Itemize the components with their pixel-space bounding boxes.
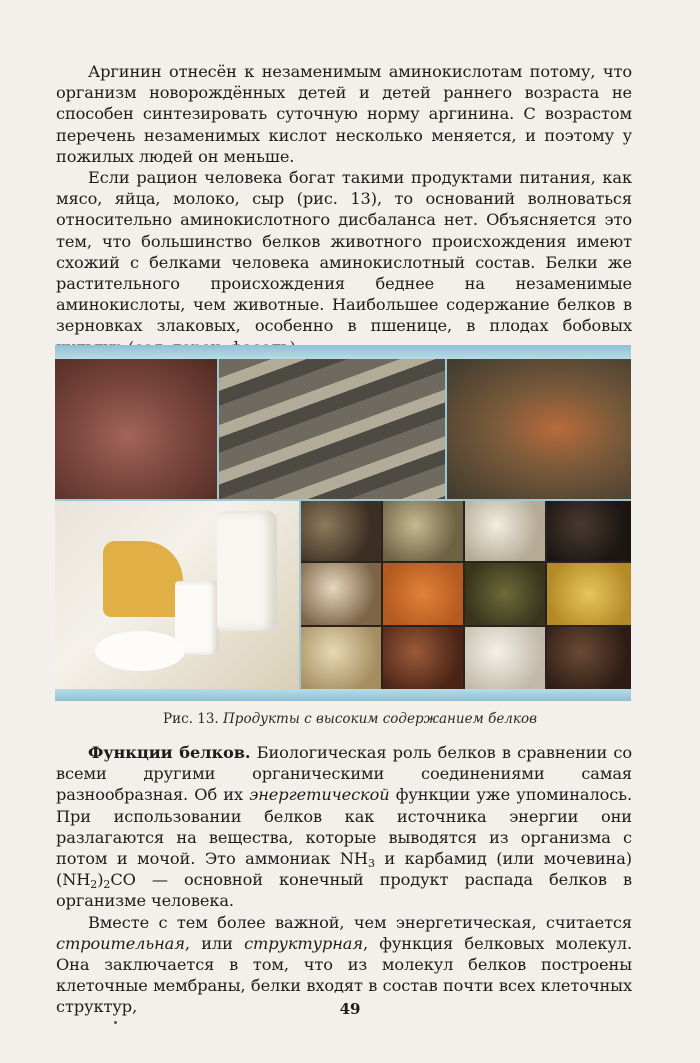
legume-cell	[465, 627, 545, 689]
text-run: , или	[184, 933, 233, 953]
figure-border-bottom	[55, 689, 631, 701]
legume-cell	[465, 563, 545, 625]
legume-cell	[465, 501, 545, 561]
legume-cell	[383, 501, 463, 561]
print-speck	[114, 1021, 117, 1024]
paragraph-functions	[56, 742, 632, 912]
legume-cell	[547, 563, 631, 625]
text-run: Вместе с тем более важной, чем энергетическая, считается	[88, 912, 632, 932]
text-run-italic: структурная	[244, 933, 363, 953]
legume-cell	[383, 563, 463, 625]
text-run: , функция белковых молекул. Она заключается в том, что из молекул белков построены клеточные мембраны, белки входят в состав почти всех клеточных структур,	[56, 933, 633, 1017]
figure-protein-foods	[55, 345, 631, 701]
photo-fish	[219, 359, 445, 499]
subscript: 3	[367, 857, 375, 871]
photo-meat	[55, 359, 217, 499]
figure-caption-text: Продукты с высоким содержанием белков	[223, 711, 537, 727]
text-block-top	[56, 61, 632, 358]
photo-legumes-grid	[301, 501, 631, 689]
legume-cell	[301, 501, 381, 561]
section-heading: Функции белков.	[88, 743, 251, 762]
text-run: Биологическая роль белков в сравнении со всеми другими органическими соединениями самая разнообразная. Об их	[56, 743, 633, 805]
legume-cell	[383, 627, 463, 689]
text-run: и карбамид (или мочевина) (NH	[56, 849, 633, 890]
photo-seafood	[447, 359, 631, 499]
text-run: функции уже упоминалось. При использовании белков как источника энергии они разлагаются на вещества, которые выводятся из организма с потом и мочой. Это аммониак NH	[56, 785, 633, 869]
text-run: CO — основной конечный продукт распада белков в организме человека.	[56, 870, 632, 911]
legume-cell	[547, 501, 631, 561]
legume-cell	[301, 563, 381, 625]
figure-label: Рис. 13.	[163, 711, 219, 727]
text-run: )	[97, 870, 104, 890]
subscript: 2	[103, 878, 111, 892]
milk-jug-shape	[217, 511, 277, 631]
figure-caption	[0, 711, 700, 727]
paragraph-arginine: Аргинин отнесён к незаменимым аминокислотам потому, что организм новорождённых детей и детей раннего возраста не способен синтезировать суточную норму аргинина. С возрастом перечень незаменимых кислот несколько меняется, и поэтому у пожилых людей он меньше.	[56, 62, 632, 166]
text-run-italic: строительная	[56, 933, 185, 953]
photo-dairy	[55, 501, 299, 689]
figure-border-top	[55, 345, 631, 359]
text-block-bottom	[56, 742, 632, 1018]
text-run-italic: энергетической	[249, 785, 390, 805]
paragraph-diet: Если рацион человека богат такими продуктами питания, как мясо, яйца, молоко, сыр (рис. 13), то оснований волноваться относительно аминокислотного дисбаланса нет. Объясняется это тем, что большинство белков животного происхождения имеют схожий с белками человека аминокислотный состав. Белки же растительного происхождения беднее на незаменимые аминокислоты, чем животные. Наибольшее содержание белков в зерновках злаковых, особенно в пшенице, в плодах бобовых	[56, 168, 632, 336]
legume-cell	[547, 627, 631, 689]
page-number: 49	[339, 1000, 361, 1018]
cottage-cheese-bowl-shape	[95, 631, 185, 671]
legume-cell	[301, 627, 381, 689]
subscript: 2	[90, 878, 98, 892]
cheese-shape	[103, 541, 183, 617]
